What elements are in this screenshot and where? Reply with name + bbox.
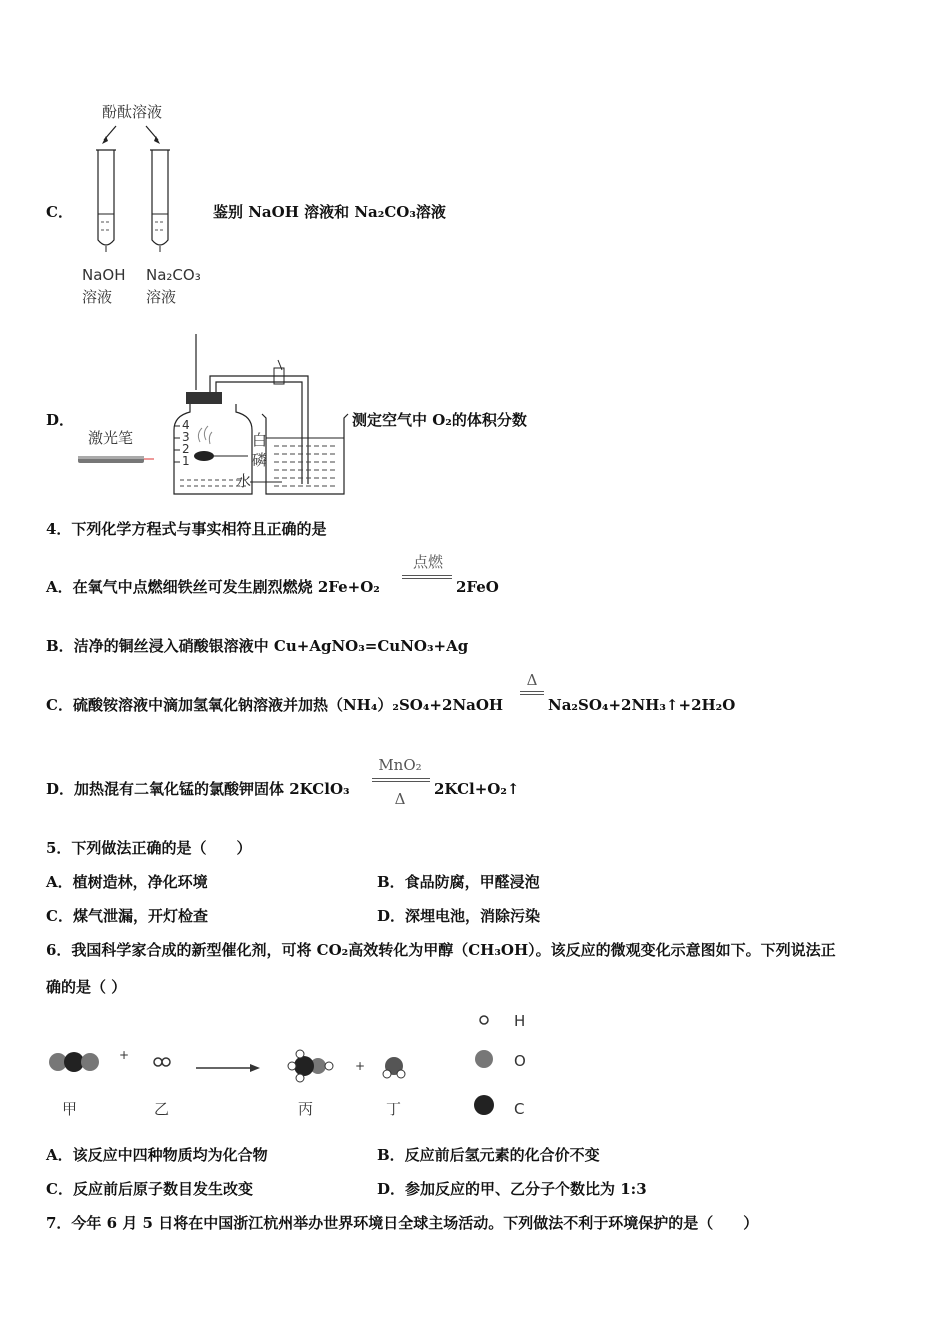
q6-option-a: A．该反应中四种物质均为化合物 [46, 1146, 268, 1164]
q4-a-equals [402, 575, 452, 579]
tube1-label-line2: 溶液 [82, 288, 113, 306]
molecule-bing-h4 [325, 1062, 333, 1070]
q4-d-equals [372, 778, 430, 782]
q4-d-product: 2KCl+O₂↑ [434, 780, 520, 798]
option-d-description: 测定空气中 O₂的体积分数 [352, 411, 527, 429]
test-tubes-diagram [88, 122, 208, 252]
molecule-jia-o2 [81, 1053, 99, 1071]
molecule-bing-h1 [288, 1062, 296, 1070]
scale-mark-4: 4 [182, 418, 190, 432]
q5-option-b: B．食品防腐，甲醛浸泡 [377, 873, 540, 891]
legend-o-label: O [514, 1052, 526, 1070]
tube2-label-line1: Na₂CO₃ [146, 266, 201, 284]
tube1-label-line1: NaOH [82, 266, 126, 284]
laser-pen-icon [76, 453, 156, 467]
option-d-letter: D． [46, 411, 75, 429]
q4-a-condition: 点燃 [412, 553, 443, 571]
q7-stem: 7．今年 6 月 5 日将在中国浙江杭州举办世界环境日全球主场活动。下列做法不利于环境保护的是（ ） [46, 1214, 759, 1232]
molecule-bing-h3 [296, 1074, 304, 1082]
molecule-ding-h1 [383, 1070, 391, 1078]
q6-stem-line1: 6．我国科学家合成的新型催化剂，可将 CO₂高效转化为甲醇（CH₃OH）。该反应的微观变化示意图如下。下列说法正 [46, 941, 836, 959]
q6-stem-line2: 确的是（ ） [46, 978, 127, 996]
q6-option-b: B．反应前后氢元素的化合价不变 [377, 1146, 600, 1164]
label-ding: 丁 [386, 1100, 402, 1118]
q4-c-condition: Δ [526, 671, 538, 689]
q4-option-d: D．加热混有二氧化锰的氯酸钾固体 2KClO₃ [46, 780, 350, 798]
molecule-ding-h2 [397, 1070, 405, 1078]
legend-c-label: C [514, 1100, 525, 1118]
q4-stem: 4．下列化学方程式与事实相符且正确的是 [46, 520, 327, 538]
label-jia: 甲 [62, 1100, 78, 1118]
laser-pen-label: 激光笔 [88, 429, 134, 447]
molecule-yi-h1 [154, 1058, 162, 1066]
q4-option-c: C．硫酸铵溶液中滴加氢氧化钠溶液并加热（NH₄）₂SO₄+2NaOH [46, 696, 504, 714]
phenolphthalein-label: 酚酞溶液 [102, 103, 163, 121]
q4-d-condition-bottom: Δ [394, 790, 406, 808]
q6-option-d: D．参加反应的甲、乙分子个数比为 1:3 [377, 1180, 647, 1198]
scale-mark-2: 2 [182, 442, 190, 456]
q4-d-condition-top: MnO₂ [378, 756, 422, 774]
plus-sign-2: + [355, 1059, 366, 1073]
tube2-label-line2: 溶液 [146, 288, 177, 306]
scale-mark-1: 1 [182, 454, 190, 468]
legend-h-label: H [514, 1012, 526, 1030]
option-c-description: 鉴别 NaOH 溶液和 Na₂CO₃溶液 [213, 203, 446, 221]
legend-o-icon [475, 1050, 493, 1068]
q4-a-product: 2FeO [456, 578, 499, 596]
label-bing: 丙 [298, 1100, 314, 1118]
molecule-yi-h2 [162, 1058, 170, 1066]
option-c-letter: C． [46, 203, 73, 221]
q6-option-c: C．反应前后原子数目发生改变 [46, 1180, 253, 1198]
water-label: 水 [236, 472, 252, 490]
q5-option-a: A．植树造林，净化环境 [46, 873, 208, 891]
q5-option-c: C．煤气泄漏，开灯检查 [46, 907, 208, 925]
q4-c-product: Na₂SO₄+2NH₃↑+2H₂O [548, 696, 736, 714]
q5-option-d: D．深埋电池，消除污染 [377, 907, 541, 925]
q5-stem: 5．下列做法正确的是（ ） [46, 839, 252, 857]
q4-option-b: B．洁净的铜丝浸入硝酸银溶液中 Cu+AgNO₃=CuNO₃+Ag [46, 637, 469, 655]
white-phosphorus-label: 白磷 [252, 431, 268, 469]
plus-sign-1: + [119, 1048, 130, 1062]
legend-h-icon [480, 1016, 488, 1024]
q4-option-a: A．在氧气中点燃细铁丝可发生剧烈燃烧 2Fe+O₂ [46, 578, 380, 596]
molecule-bing-c [294, 1056, 314, 1076]
molecule-bing-h2 [296, 1050, 304, 1058]
scale-mark-3: 3 [182, 430, 190, 444]
label-yi: 乙 [154, 1100, 170, 1118]
q4-c-equals [520, 691, 544, 695]
legend-c-icon [474, 1095, 494, 1115]
